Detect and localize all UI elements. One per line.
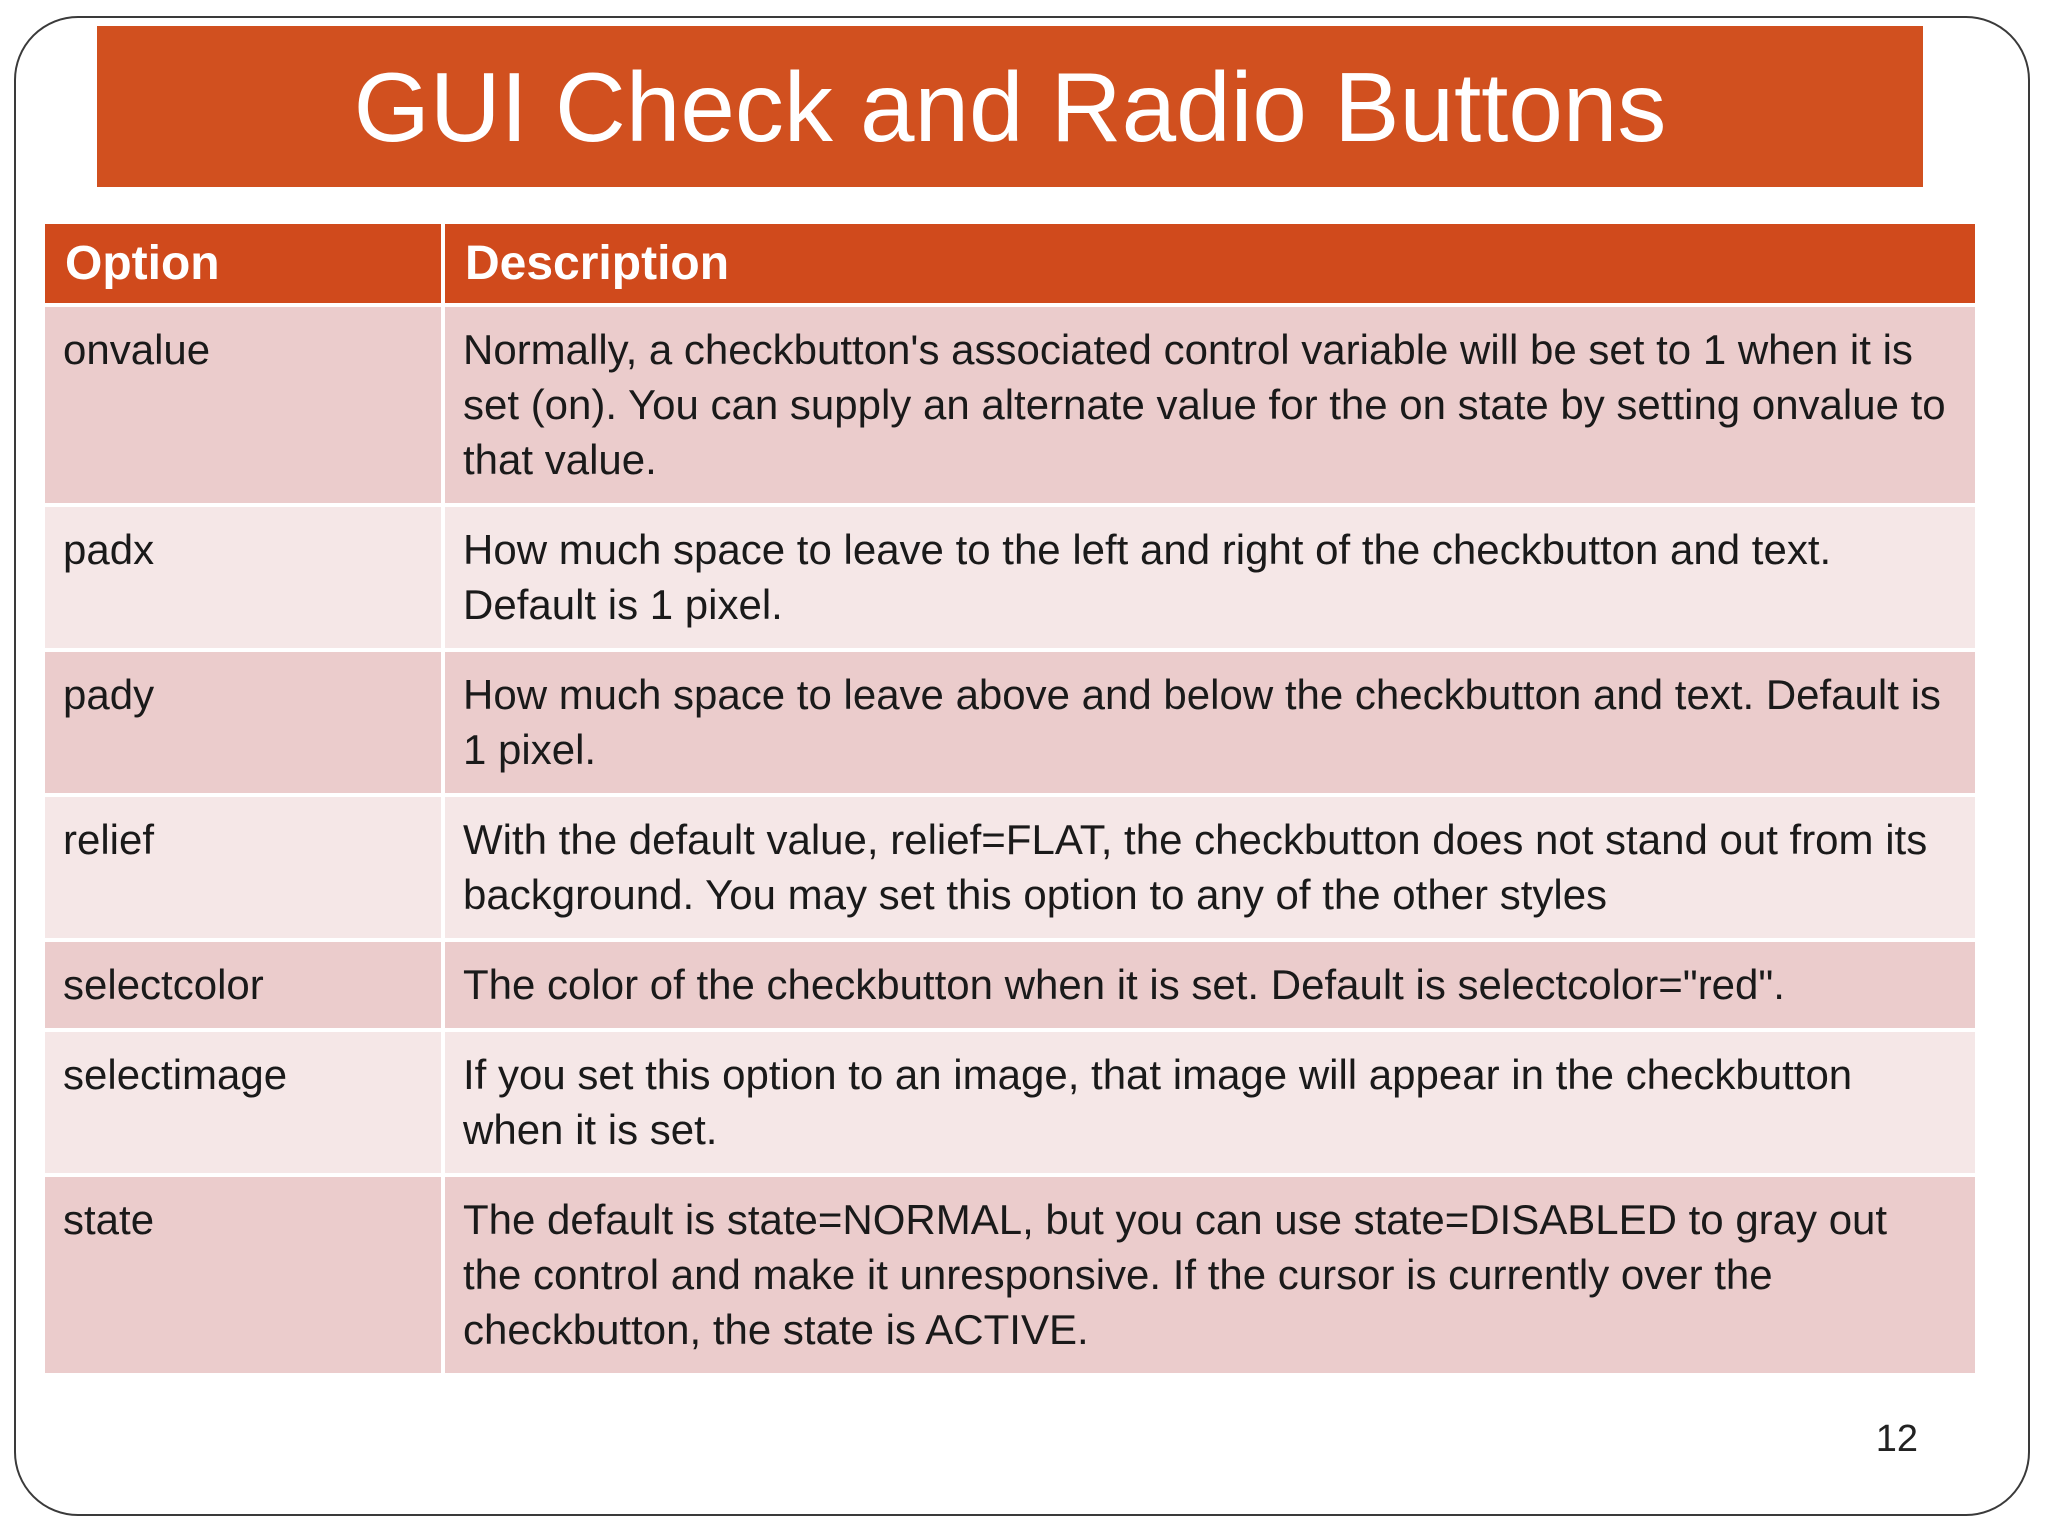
description-cell: If you set this option to an image, that image will appear in the checkbutton when it is set.: [443, 1030, 1975, 1175]
table-row: [45, 1175, 1975, 1375]
description-cell: How much space to leave above and below the checkbutton and text. Default is 1 pixel.: [443, 650, 1975, 795]
option-cell: pady: [45, 650, 443, 795]
description-cell: The color of the checkbutton when it is set. Default is selectcolor="red".: [443, 940, 1975, 1030]
table-header-row: [45, 224, 1975, 305]
option-cell: relief: [45, 795, 443, 940]
option-cell: padx: [45, 505, 443, 650]
table-row: [45, 650, 1975, 795]
option-cell: selectcolor: [45, 940, 443, 1030]
slide-title: GUI Check and Radio Buttons: [353, 51, 1667, 162]
table-row: [45, 1030, 1975, 1175]
header-description: Description: [443, 224, 1975, 305]
description-cell: How much space to leave to the left and right of the checkbutton and text. Default is 1 pixel.: [443, 505, 1975, 650]
table-row: [45, 305, 1975, 505]
description-cell: Normally, a checkbutton's associated control variable will be set to 1 when it is set (on). You can supply an alternate value for the on state by setting onvalue to that value.: [443, 305, 1975, 505]
table-row: [45, 795, 1975, 940]
table-row: [45, 940, 1975, 1030]
option-cell: selectimage: [45, 1030, 443, 1175]
title-banner: [97, 26, 1923, 187]
page-number: 12: [1875, 1418, 1918, 1460]
options-table: [45, 224, 1975, 1377]
table-row: [45, 505, 1975, 650]
description-cell: The default is state=NORMAL, but you can use state=DISABLED to gray out the control and make it unresponsive. If the cursor is currently over the checkbutton, the state is ACTIVE.: [443, 1175, 1975, 1375]
header-option: Option: [45, 224, 443, 305]
option-cell: onvalue: [45, 305, 443, 505]
option-cell: state: [45, 1175, 443, 1375]
description-cell: With the default value, relief=FLAT, the checkbutton does not stand out from its background. You may set this option to any of the other styles: [443, 795, 1975, 940]
